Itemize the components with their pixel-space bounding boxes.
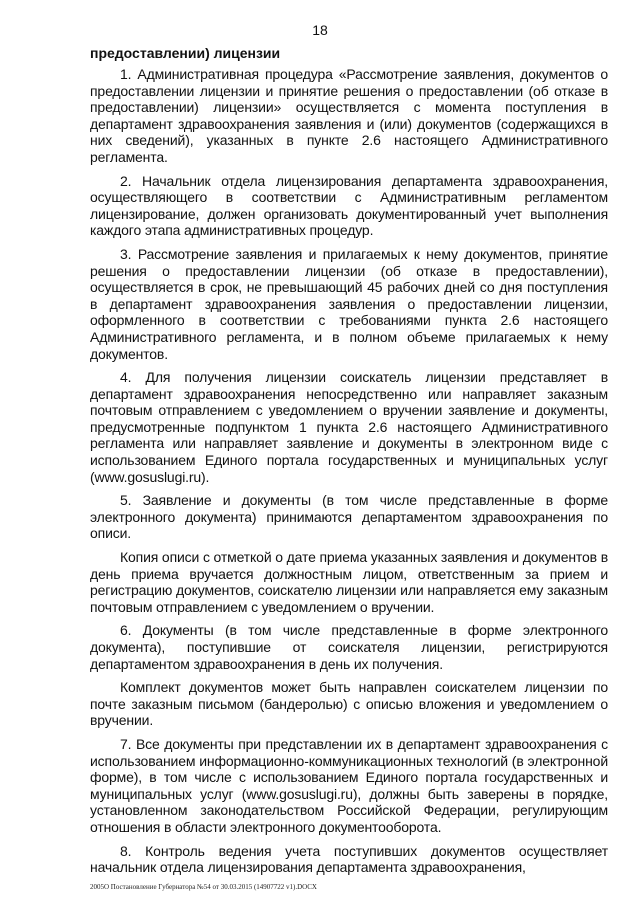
paragraph-5-copy-of-inventory: Копия описи с отметкой о дате приема указанных заявления и документов в день приема вручается должностным лицом, ответственным за прием и регистрацию документов, соискателю лицензии или направляется ему заказным почтовым отправлением с уведомлением о вручении. [90,549,608,615]
paragraph-6: 6. Документы (в том числе представленные в форме электронного документа), поступившие от соискателя лицензии, регистрируются департаментом здравоохранения в день их получения. [90,622,608,672]
paragraph-8: 8. Контроль ведения учета поступивших документов осуществляет начальник отдела лицензирования департамента здравоохранения, [90,842,608,876]
document-footer: 2005О Постановление Губернатора №54 от 30.03.2015 (14907722 v1).DOCX [90,883,317,891]
paragraph-7: 7. Все документы при представлении их в департамент здравоохранения с использованием информационно-коммуникационных технологий (в электронной форме), в том числе с использованием Единого портала государственных и муниципальных услуг (www.gosuslugi.ru), должны быть заверены в порядке, установленном законодательством Российской Федерации, регулирующим отношения в области электронного документооборота. [90,735,608,835]
paragraph-6-postal-delivery: Комплект документов может быть направлен соискателем лицензии по почте заказным письмом (бандеролью) с описью вложения и уведомлением о вручении. [90,679,608,729]
paragraph-5: 5. Заявление и документы (в том числе представленные в форме электронного документа) принимаются департаментом здравоохранения по описи. [90,492,608,542]
page-number: 18 [312,22,328,38]
document-body [90,44,608,883]
paragraph-4: 4. Для получения лицензии соискатель лицензии представляет в департамент здравоохранения непосредственно или направляет заказным почтовым отправлением с уведомлением о вручении заявление и документы, предусмотренные подпунктом 1 пункта 2.6 настоящего Административного регламента или направляет заявление и документы в электронном виде с использованием Единого портала государственных и муниципальных услуг (www.gosuslugi.ru). [90,369,608,485]
section-heading: предоставлении) лицензии [90,45,281,61]
paragraph-3: 3. Рассмотрение заявления и прилагаемых к нему документов, принятие решения о предоставлении лицензии (об отказе в предоставлении), осуществляется в срок, не превышающий 45 рабочих дней со дня поступления в департамент здравоохранения заявления о предоставлении лицензии, оформленного в соответствии с требованиями пункта 2.6 настоящего Административного регламента, и в полном объеме прилагаемых к нему документов. [90,245,608,362]
paragraph-2: 2. Начальник отдела лицензирования департамента здравоохранения, осуществляющего в соответствии с Административным регламентом лицензирование, должен организовать документированный учет выполнения каждого этапа административных процедур. [90,172,608,239]
paragraph-1: 1. Административная процедура «Рассмотрение заявления, документов о предоставлении лицензии и принятие решения о предоставлении (об отказе в предоставлении) лицензии» осуществляется с момента поступления в департамент здравоохранения заявления и (или) документов (содержащихся в них сведений), указанных в пункте 2.6 настоящего Административного регламента. [90,66,608,165]
